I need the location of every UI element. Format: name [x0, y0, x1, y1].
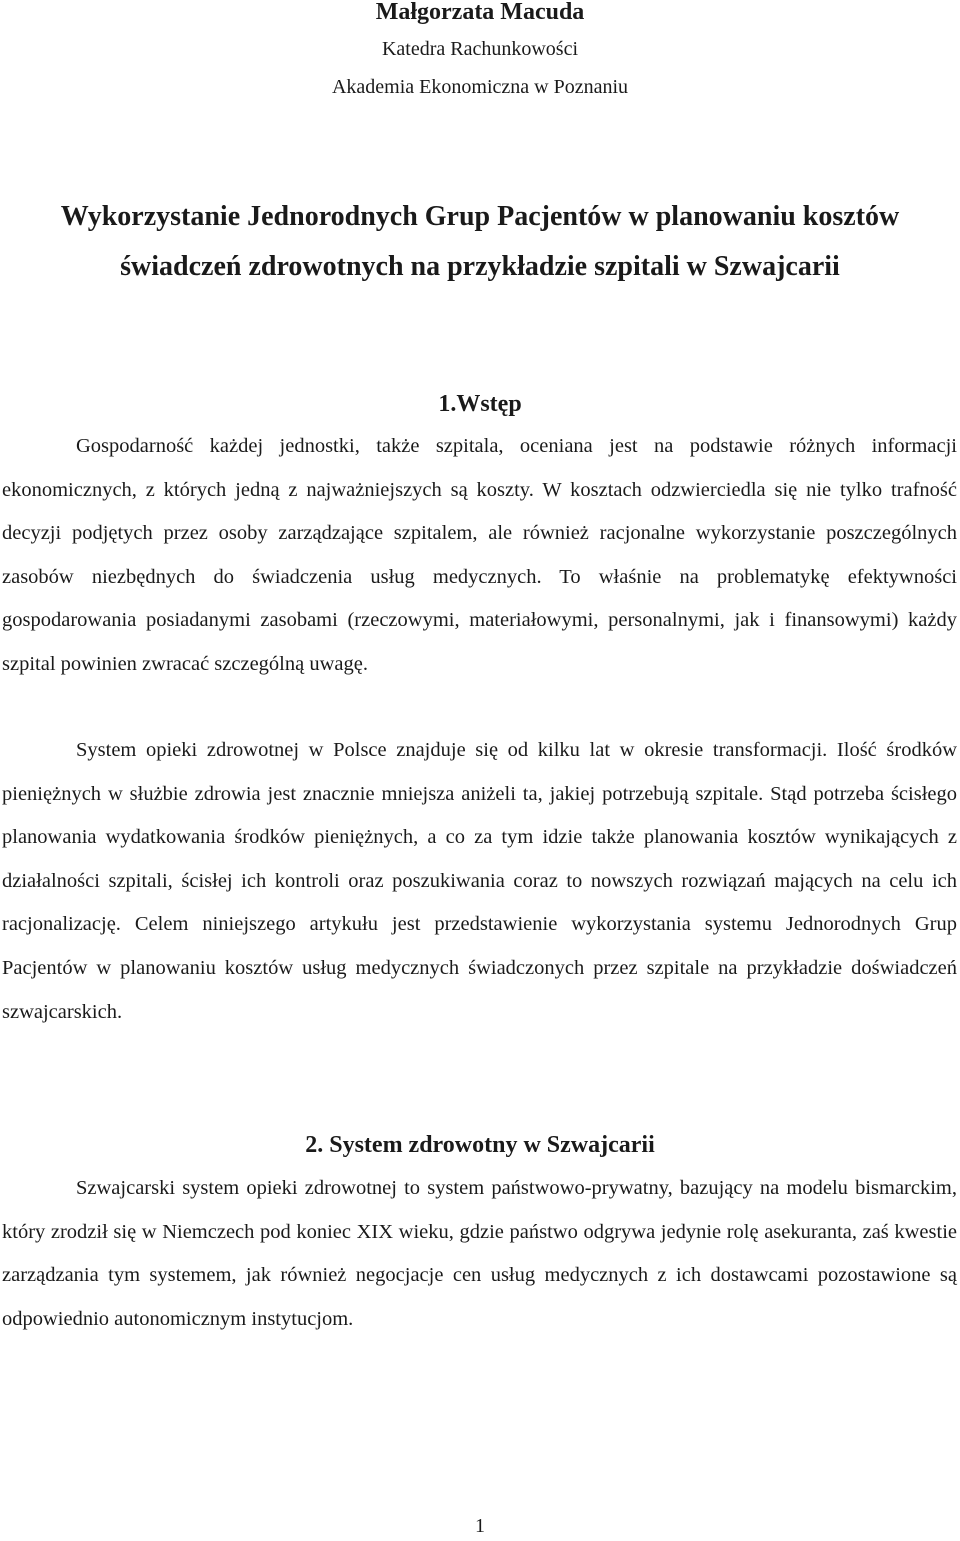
paragraph-introduction-1: Gospodarność każdej jednostki, także szpitala, oceniana jest na podstawie różnych informacji ekonomicznych, z których jedną z najważniejszych są koszty. W kosztach odzwierciedla się nie tylko trafność decyzji podjętych przez osoby zarządzające szpitalem, ale również racjonalne wykorzystanie poszczególnych zasobów niezbędnych do świadczenia usług medycznych. To właśnie na problematykę efektywności gospodarowania posiadanymi zasobami (rzeczowymi, materiałowymi, personalnymi, jak i finansowymi) każdy szpital powinien zwracać szczególną uwagę.: [2, 435, 957, 675]
page-number: 1: [475, 1515, 485, 1537]
section-heading-swiss-health-system: 2. System zdrowotny w Szwajcarii: [305, 1132, 655, 1158]
affiliation-department: Katedra Rachunkowości: [381, 38, 579, 60]
paragraph-swiss-health-system-1: Szwajcarski system opieki zdrowotnej to system państwowo-prywatny, bazujący na modelu bismarckim, który zrodził się w Niemczech pod koniec XIX wieku, gdzie państwo odgrywa jedynie rolę asekuranta, zaś kwestie zarządzania tym systemem, jak również negocjacje cen usług medycznych z ich dostawcami pozostawione są odpowiednio autonomicznym instytucjom.: [2, 1177, 957, 1330]
affiliation-institution: Akademia Ekonomiczna w Poznaniu: [331, 76, 629, 98]
section-heading-introduction: 1.Wstęp: [438, 391, 522, 417]
document-title-line-2: świadczeń zdrowotnych na przykładzie szpitali w Szwajcarii: [120, 251, 840, 282]
author-name: Małgorzata Macuda: [375, 0, 585, 25]
document-title-line-1: Wykorzystanie Jednorodnych Grup Pacjentów w planowaniu kosztów: [60, 201, 900, 232]
paragraph-introduction-2: System opieki zdrowotnej w Polsce znajduje się od kilku lat w okresie transformacji. Ilość środków pieniężnych w służbie zdrowia jest znacznie mniejsza aniżeli ta, jakiej potrzebują szpitale. Stąd potrzeba ścisłego planowania wydatkowania środków pieniężnych, a co za tym idzie także planowania kosztów wynikających z działalności szpitali, ścisłej ich kontroli oraz poszukiwania coraz to nowszych rozwiązań mających na celu ich racjonalizację. Celem niniejszego artykułu jest przedstawienie wykorzystania systemu Jednorodnych Grup Pacjentów w planowaniu kosztów usług medycznych świadczonych przez szpitale na przykładzie doświadczeń szwajcarskich.: [2, 739, 957, 1023]
